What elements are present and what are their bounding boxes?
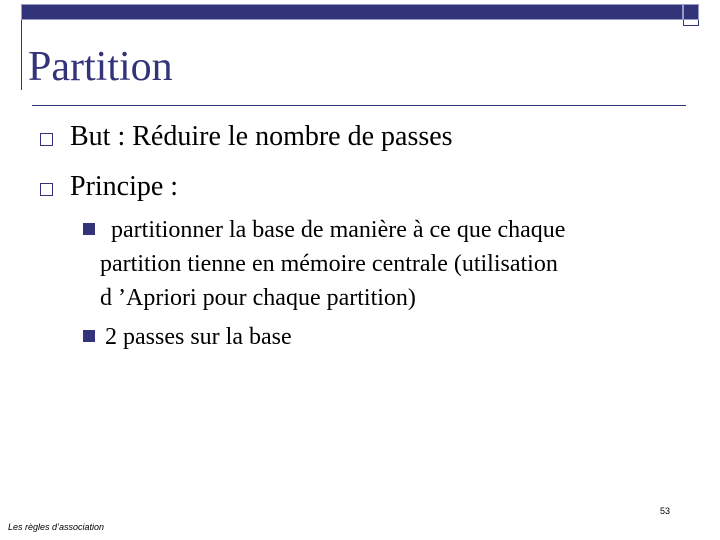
header-decorative-bar (21, 4, 683, 20)
header-decorative-square-outline (683, 20, 699, 26)
sub-bullet-partition (83, 213, 565, 315)
sub-bullet-passes (83, 320, 292, 354)
bullet-text: Principe : (70, 171, 179, 202)
bullet-text: But : Réduire le nombre de passes (70, 121, 453, 152)
title-underline (32, 105, 686, 106)
sub-bullet-text: partitionner la base de manière à ce que chaque (105, 217, 566, 243)
slide-title: Partition (28, 44, 173, 90)
footer-text: Les règles d’association (8, 522, 105, 532)
filled-square-bullet-icon (83, 330, 95, 342)
hollow-square-bullet-icon (40, 183, 53, 196)
sub-bullet-line: partition tienne en mémoire centrale (utilisation (100, 251, 558, 277)
sub-bullet-text: 2 passes sur la base (105, 324, 292, 350)
sub-bullet-line (83, 213, 565, 247)
page-number: 53 (660, 506, 671, 516)
filled-square-bullet-icon (83, 223, 95, 235)
header-decorative-square (683, 4, 699, 20)
hollow-square-bullet-icon (40, 133, 53, 146)
bullet-principe (40, 173, 178, 201)
sub-bullet-line: d ’Apriori pour chaque partition) (100, 285, 416, 311)
left-decorative-rule (21, 20, 22, 90)
bullet-but (40, 123, 453, 151)
sub-bullet-line (83, 320, 292, 354)
